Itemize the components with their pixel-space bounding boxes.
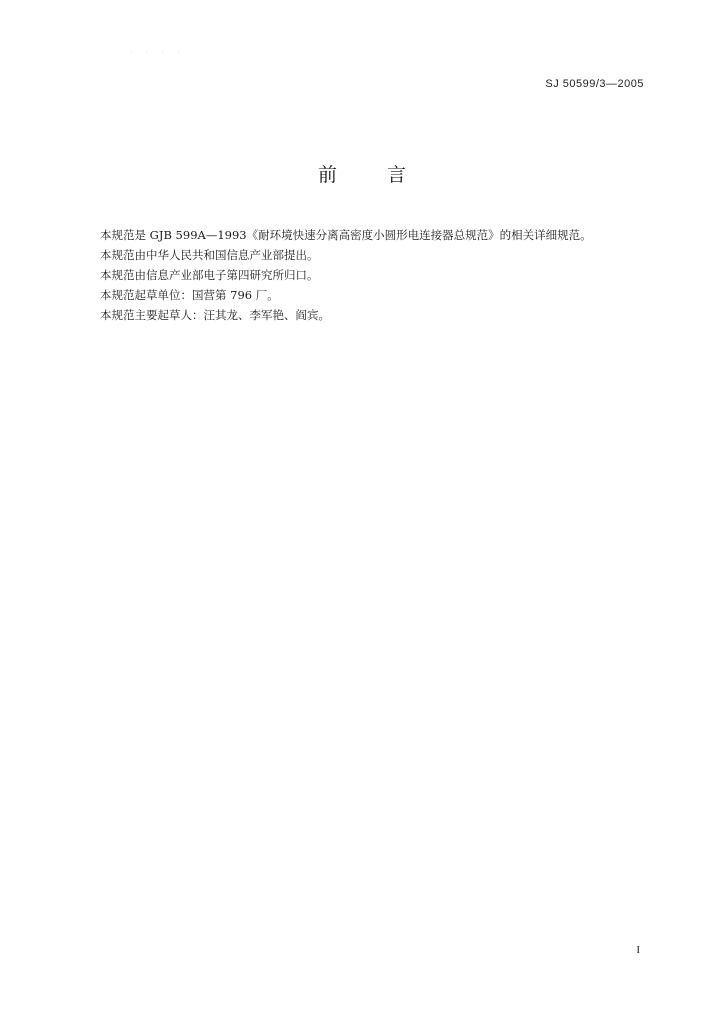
scan-speck-decoration: · · · · [130,50,186,57]
preface-paragraph: 本规范由中华人民共和国信息产业部提出。 [100,248,319,262]
page-number: I [636,944,640,956]
preface-paragraph: 本规范起草单位：国营第 796 厂。 [100,288,279,302]
preface-body [100,225,660,325]
preface-paragraph: 本规范是 GJB 599A—1993《耐环境快速分离高密度小圆形电连接器总规范》的相关详细规范。 [100,228,592,242]
standard-code-header: SJ 50599/3—2005 [545,78,644,90]
preface-paragraph: 本规范主要起草人：汪其龙、李军艳、阎宾。 [100,308,330,322]
page-title: 前言 [317,164,456,186]
preface-paragraph: 本规范由信息产业部电子第四研究所归口。 [100,268,319,282]
